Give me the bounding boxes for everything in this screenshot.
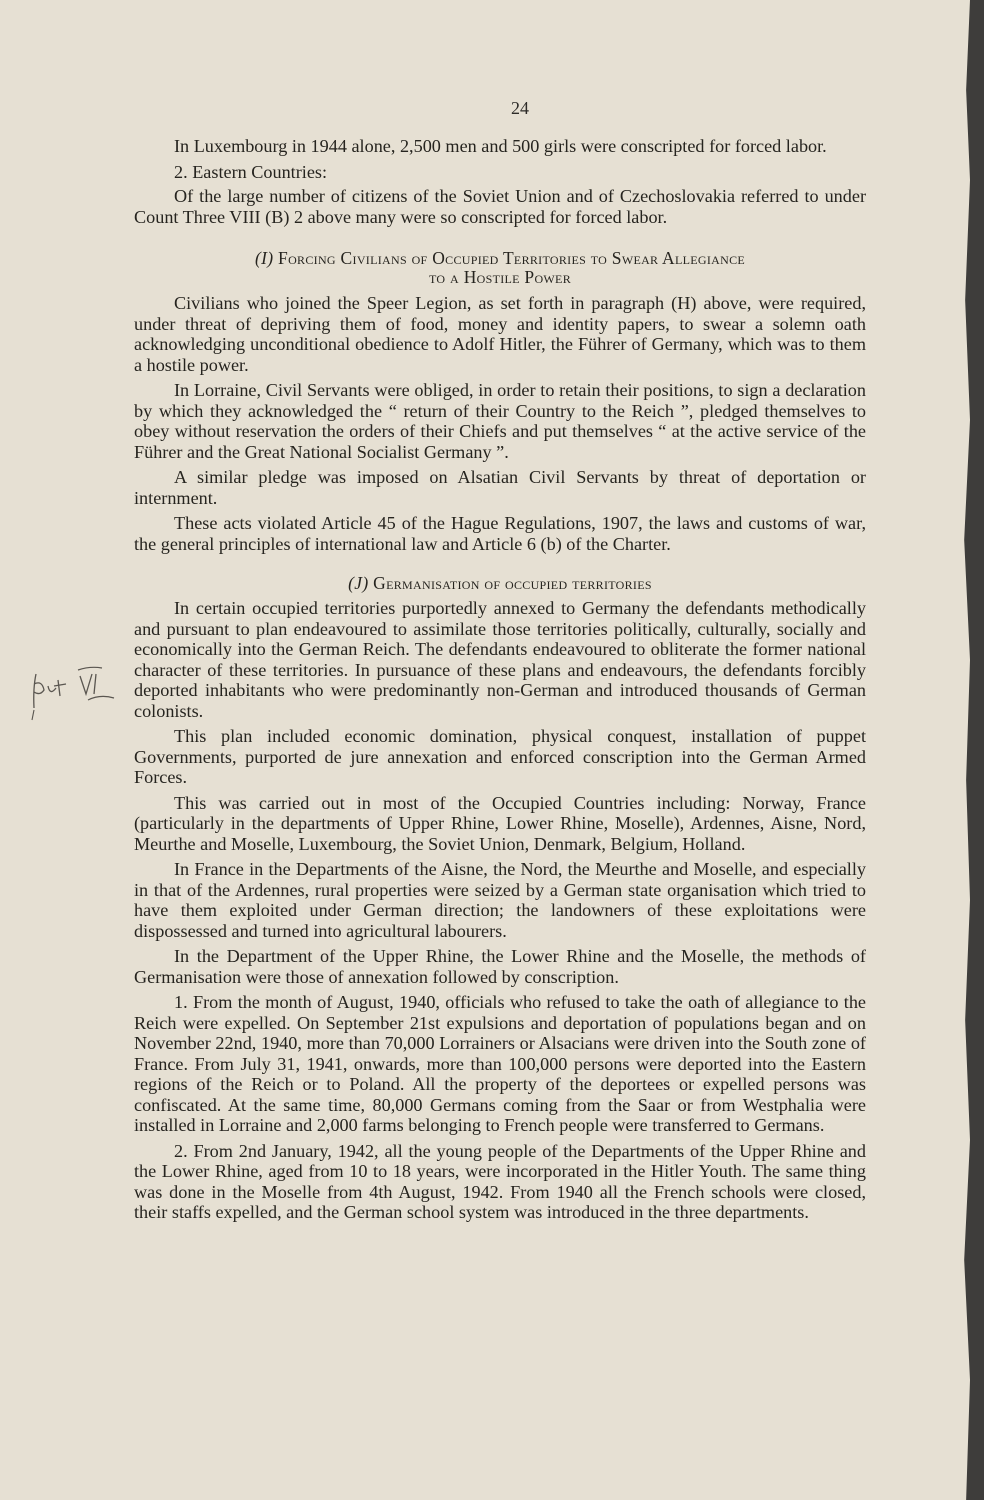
section-j-title: Germanisation of occupied territories [373,573,652,593]
handwritten-marginal-note [30,664,130,724]
eastern-countries-heading: 2. Eastern Countries: [174,161,328,182]
section-j-paragraph: In the Department of the Upper Rhine, the Lower Rhine and the Moselle, the methods of Germanisation were those of annexation followed by conscription. [134,946,866,987]
section-j-letter: (J) [348,573,369,593]
section-j-heading [134,574,866,593]
section-j-paragraph: In certain occupied territories purportedly annexed to Germany the defendants methodically and pursuant to plan endeavoured to assimilate those territories politically, culturally, socially and economically into the German Reich. The defendants endeavoured to obliterate the former national character of these territories. In pursuance of these plans and endeavours, the defendants forcibly deported inhabitants who were predominantly non-German and introduced thousands of German colonists. [134,598,866,721]
section-j-paragraph: 2. From 2nd January, 1942, all the young people of the Departments of the Upper Rhine and the Lower Rhine, aged from 10 to 18 years, were incorporated in the Hitler Youth. The same thing was done in the Moselle from 4th August, 1942. From 1940 all the French schools were closed, their staffs expelled, and the German school system was introduced in the three departments. [134,1140,866,1222]
section-i-paragraph: These acts violated Article 45 of the Hague Regulations, 1907, the laws and customs of war, the general principles of international law and Article 6 (b) of the Charter. [134,513,866,554]
section-j-paragraph: In France in the Departments of the Aisne, the Nord, the Meurthe and Moselle, and especially in that of the Ardennes, rural properties were seized by a German state organisation which tried to have them exploited under German direction; the landowners of these exploitations were dispossessed and turned into agricultural labourers. [134,859,866,941]
page-number: 24 [511,98,529,118]
intro-paragraph: In Luxembourg in 1944 alone, 2,500 men and 500 girls were conscripted for forced labor. [174,136,827,156]
section-i-title-line-1: Forcing Civilians of Occupied Territories to Swear Allegiance [278,248,746,268]
section-j-paragraph: This plan included economic domination, physical conquest, installation of puppet Governments, purported de jure annexation and enforced conscription into the German Armed Forces. [134,726,866,787]
section-j-paragraph: 1. From the month of August, 1940, officials who refused to take the oath of allegiance to the Reich were expelled. On September 21st expulsions and deportation of populations began and on November 22nd, 1940, more than 70,000 Lorrainers or Alsacians were driven into the South zone of France. From July 31, 1941, onwards, more than 100,000 persons were deported into the Eastern regions of the Reich or to Poland. All the property of the deportees or expelled persons was confiscated. At the same time, 80,000 Germans coming from the Saar or from Westphalia were installed in Lorraine and 2,000 farms belonging to French people were transferred to Germans. [134,992,866,1135]
document-body [134,136,866,1228]
section-i-letter: (I) [254,248,274,268]
section-i-title-line-2: to a Hostile Power [429,267,571,287]
section-i-paragraph: In Lorraine, Civil Servants were obliged, in order to retain their positions, to sign a declaration by which they acknowledged the “ return of their Country to the Reich ”, pledged themselves to obey without reservation the orders of their Chiefs and put themselves “ at the active service of the Führer and the Great National Socialist Germany ”. [134,380,866,462]
section-i-paragraph: Civilians who joined the Speer Legion, as set forth in paragraph (H) above, were required, under threat of depriving them of food, money and identity papers, to swear a solemn oath acknowledging unconditional obedience to Adolf Hitler, the Führer of Germany, which was to them a hostile power. [134,293,866,375]
eastern-countries-paragraph: Of the large number of citizens of the Soviet Union and of Czechoslovakia referred to under Count Three VIII (B) 2 above many were so conscripted for forced labor. [134,186,866,227]
section-i-heading-line-1 [134,249,866,268]
section-i-heading [134,249,866,287]
marginal-note-scribble [30,664,130,724]
section-i-paragraph: A similar pledge was imposed on Alsatian Civil Servants by threat of deportation or internment. [134,467,866,508]
section-j-paragraph: This was carried out in most of the Occupied Countries including: Norway, France (particularly in the departments of Upper Rhine, Lower Rhine, Moselle), Ardennes, Aisne, Nord, Meurthe and Moselle, Luxembourg, the Soviet Union, Denmark, Belgium, Holland. [134,792,866,854]
